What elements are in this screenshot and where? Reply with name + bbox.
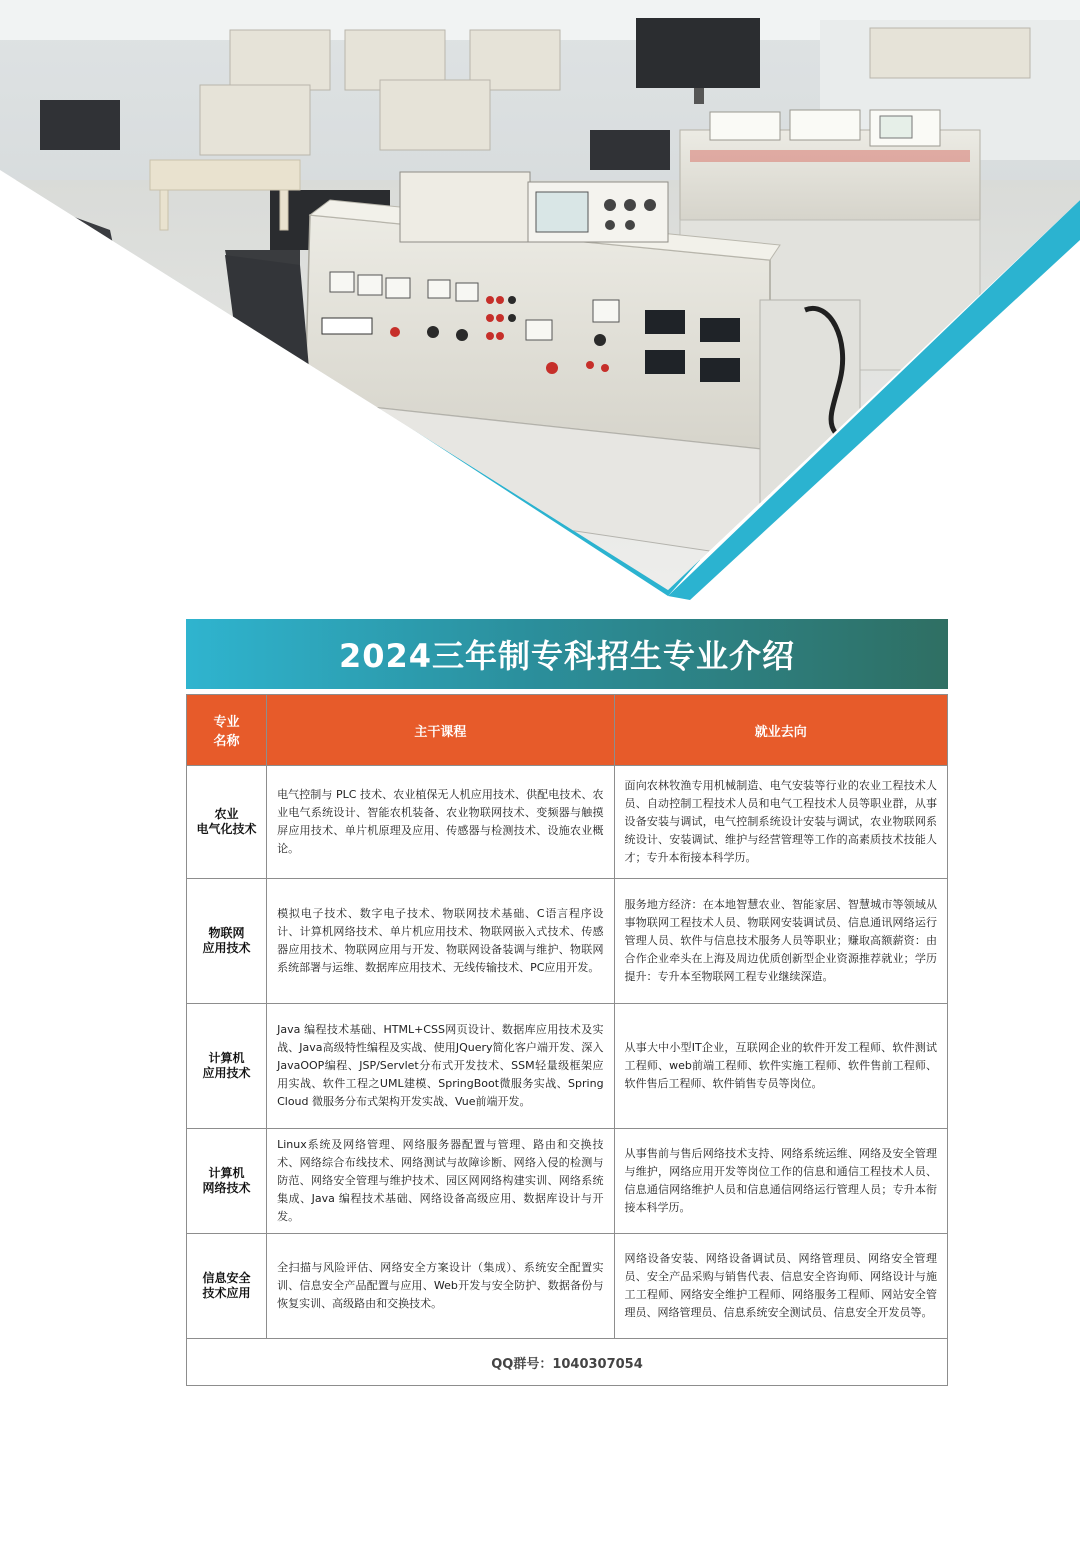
header-major-name-line2: 名称 xyxy=(213,734,240,749)
major-courses: 电气控制与 PLC 技术、农业植保无人机应用技术、供配电技术、农业电气系统设计、智能农机装备、农业物联网技术、变频器与触摸屏应用技术、单片机原理及应用、传感器与检测技术、设施农业概论。 xyxy=(267,766,614,879)
major-name-line1: 农业 xyxy=(214,807,239,821)
major-courses: Linux系统及网络管理、网络服务器配置与管理、路由和交换技术、网络综合布线技术、网络测试与故障诊断、网络入侵的检测与防范、网络安全管理与维护技术、园区网网络构建实训、网络系统集成、Java 编程技术基础、网络设备高级应用、数据库设计与开发。 xyxy=(267,1129,614,1234)
header-courses: 主干课程 xyxy=(267,695,614,766)
major-name-cell xyxy=(187,766,267,879)
major-jobs: 从事售前与售后网络技术支持、网络系统运维、网络及安全管理与维护，网络应用开发等岗位工作的信息和通信工程技术人员、信息通信网络维护人员和信息通信网络运行管理人员；专升本衔接本科学历。 xyxy=(614,1129,947,1234)
major-jobs: 面向农林牧渔专用机械制造、电气安装等行业的农业工程技术人员、自动控制工程技术人员和电气工程技术人员等职业群，从事设备安装与调试，电气控制系统设计安装与调试，农业物联网系统设计、安装调试、维护与经营管理等工作的高素质技术技能人才；专升本衔接本科学历。 xyxy=(614,766,947,879)
major-jobs: 从事大中小型IT企业，互联网企业的软件开发工程师、软件测试工程师、web前端工程师、软件实施工程师、软件售前工程师、软件售后工程师、软件销售专员等岗位。 xyxy=(614,1004,947,1129)
major-name-line1: 信息安全 xyxy=(202,1271,251,1285)
header-major-name xyxy=(187,695,267,766)
table-footer-row xyxy=(187,1339,948,1386)
major-name-line2: 应用技术 xyxy=(202,1066,251,1080)
major-name-line2: 应用技术 xyxy=(202,941,251,955)
lab-photo-illustration xyxy=(0,0,1080,600)
major-name-cell xyxy=(187,879,267,1004)
major-name-line1: 计算机 xyxy=(208,1051,245,1065)
major-name-line1: 物联网 xyxy=(208,926,245,940)
table-row xyxy=(187,1004,948,1129)
major-jobs: 服务地方经济：在本地智慧农业、智能家居、智慧城市等领域从事物联网工程技术人员、物联网安装调试员、信息通讯网络运行管理人员、软件与信息技术服务人员等职业；赚取高额薪资：由合作企业牵头在上海及周边优质创新型企业资源推荐就业；学历提升：专升本至物联网工程专业继续深造。 xyxy=(614,879,947,1004)
major-name-line1: 计算机 xyxy=(208,1166,245,1180)
major-name-line2: 电气化技术 xyxy=(196,822,257,836)
major-courses: 全扫描与风险评估、网络安全方案设计（集成）、系统安全配置实训、信息安全产品配置与应用、Web开发与安全防护、数据备份与恢复实训、高级路由和交换技术。 xyxy=(267,1234,614,1339)
table-row xyxy=(187,766,948,879)
qq-group-number: QQ群号：1040307054 xyxy=(187,1339,948,1386)
table-row xyxy=(187,1234,948,1339)
table-row xyxy=(187,1129,948,1234)
majors-table xyxy=(186,694,948,1386)
page-title: 2024三年制专科招生专业介绍 xyxy=(338,637,796,675)
header-jobs: 就业去向 xyxy=(614,695,947,766)
page-title-banner xyxy=(186,619,948,689)
major-name-cell xyxy=(187,1129,267,1234)
major-courses: Java 编程技术基础、HTML+CSS网页设计、数据库应用技术及实战、Java高级特性编程及实战、使用JQuery简化客户端开发、深入JavaOOP编程、JSP/Servlet分布式开发技术、SSM轻量级框架应用实战、软件工程之UML建模、SpringBoot微服务实战、Spring Cloud 微服务分布式架构开发实战、Vue前端开发。 xyxy=(267,1004,614,1129)
major-name-line2: 网络技术 xyxy=(202,1181,251,1195)
major-name-cell xyxy=(187,1234,267,1339)
major-jobs: 网络设备安装、网络设备调试员、网络管理员、网络安全管理员、安全产品采购与销售代表、信息安全咨询师、网络设计与施工工程师、网络安全维护工程师、网络服务工程师、网站安全管理员、网络管理员、信息系统安全测试员、信息安全开发员等。 xyxy=(614,1234,947,1339)
major-name-line2: 技术应用 xyxy=(202,1286,251,1300)
header-major-name-line1: 专业 xyxy=(213,715,240,730)
major-courses: 模拟电子技术、数字电子技术、物联网技术基础、C语言程序设计、计算机网络技术、单片机应用技术、物联网嵌入式技术、传感器应用技术、物联网应用与开发、物联网设备装调与维护、物联网系统部署与运维、数据库应用技术、无线传输技术、PC应用开发。 xyxy=(267,879,614,1004)
table-header-row xyxy=(187,695,948,766)
major-name-cell xyxy=(187,1004,267,1129)
lab-photo xyxy=(0,0,1080,600)
table-row xyxy=(187,879,948,1004)
